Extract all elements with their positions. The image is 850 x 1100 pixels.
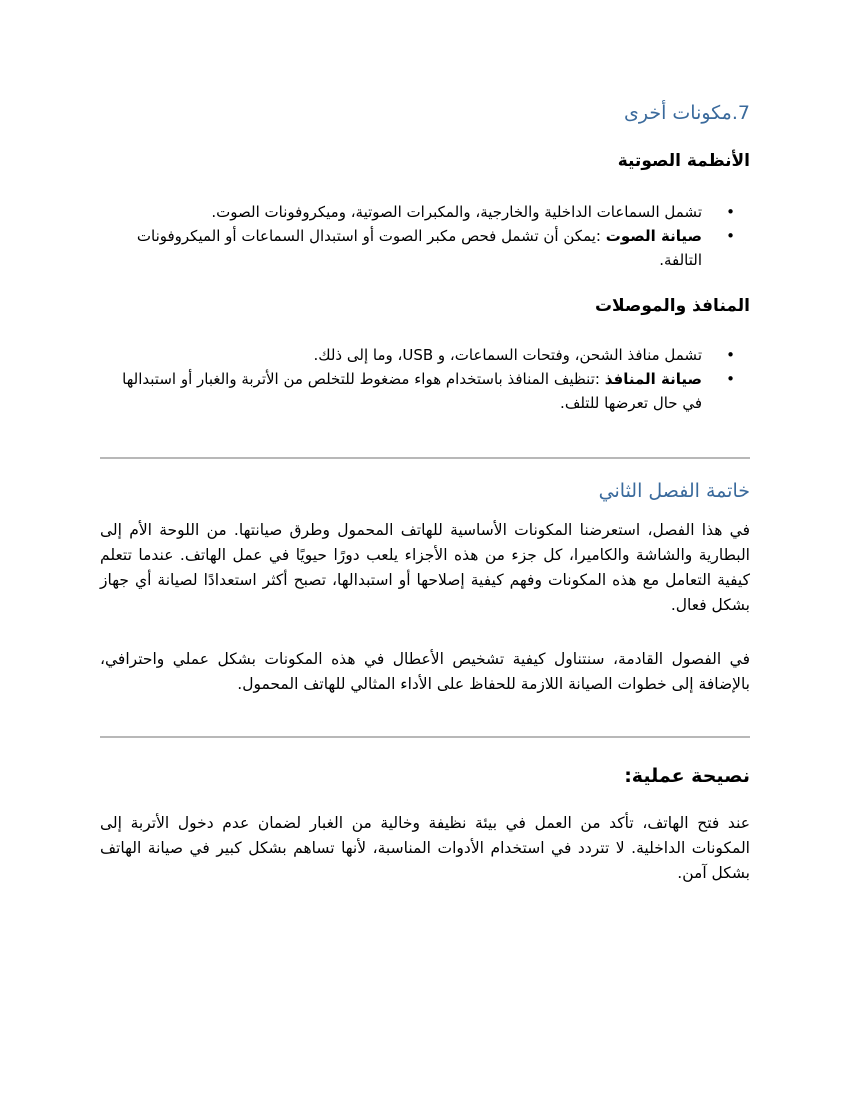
list-item xyxy=(100,200,735,224)
section-divider xyxy=(100,457,750,459)
practical-tip-paragraph: عند فتح الهاتف، تأكد من العمل في بيئة نظيفة وخالية من الغبار لضمان عدم دخول الأتربة إلى المكونات الداخلية. لا تتردد في استخدام الأدوات المناسبة، لأنها تساهم بشكل كبير في صيانة الهاتف بشكل آمن. xyxy=(100,814,750,882)
list-item xyxy=(100,367,735,415)
ports-bullet-list xyxy=(100,343,750,415)
chapter-conclusion-heading: خاتمة الفصل الثاني xyxy=(598,480,750,502)
bullet-icon: • xyxy=(726,346,735,364)
ports-bullet-2-text: :تنظيف المنافذ باستخدام هواء مضغوط للتخلص من الأتربة والغبار أو استبدالها في حال تعرضها للتلف. xyxy=(122,370,702,412)
section-7-heading: 7.مكونات أخرى xyxy=(623,102,750,124)
audio-systems-heading: الأنظمة الصوتية xyxy=(617,151,750,171)
bullet-icon: • xyxy=(726,370,735,388)
audio-bullet-1-text: تشمل السماعات الداخلية والخارجية، والمكبرات الصوتية، وميكروفونات الصوت. xyxy=(211,203,702,221)
ports-heading: المنافذ والموصلات xyxy=(594,296,750,316)
practical-tip-heading: نصيحة عملية: xyxy=(624,765,750,787)
bullet-icon: • xyxy=(726,227,735,245)
conclusion-paragraph-2: في الفصول القادمة، سنتناول كيفية تشخيص الأعطال في هذه المكونات بشكل عملي واحترافي، بالإضافة إلى خطوات الصيانة اللازمة للحفاظ على الأداء المثالي للهاتف المحمول. xyxy=(100,650,750,693)
ports-maintenance-label: صيانة المنافذ xyxy=(604,370,702,388)
audio-maintenance-label: صيانة الصوت xyxy=(605,227,702,245)
list-item xyxy=(100,343,735,367)
audio-bullet-2-text: :يمكن أن تشمل فحص مكبر الصوت أو استبدال السماعات أو الميكروفونات التالفة. xyxy=(136,227,702,269)
audio-bullet-list xyxy=(100,200,750,272)
bullet-icon: • xyxy=(726,203,735,221)
ports-bullet-1-text: تشمل منافذ الشحن، وفتحات السماعات، و USB، وما إلى ذلك. xyxy=(313,346,702,364)
list-item xyxy=(100,224,735,272)
conclusion-paragraph-1: في هذا الفصل، استعرضنا المكونات الأساسية للهاتف المحمول وطرق صيانتها. من اللوحة الأم إلى البطارية والشاشة والكاميرا، كل جزء من هذه الأجزاء يلعب دورًا حيويًا في عمل الهاتف. عندما تتعلم كيفية التعامل مع هذه المكونات وفهم كيفية إصلاحها أو استبدالها، تصبح أكثر استعدادًا لصيانة أي جهاز بشكل فعال. xyxy=(100,521,750,614)
section-divider xyxy=(100,736,750,738)
